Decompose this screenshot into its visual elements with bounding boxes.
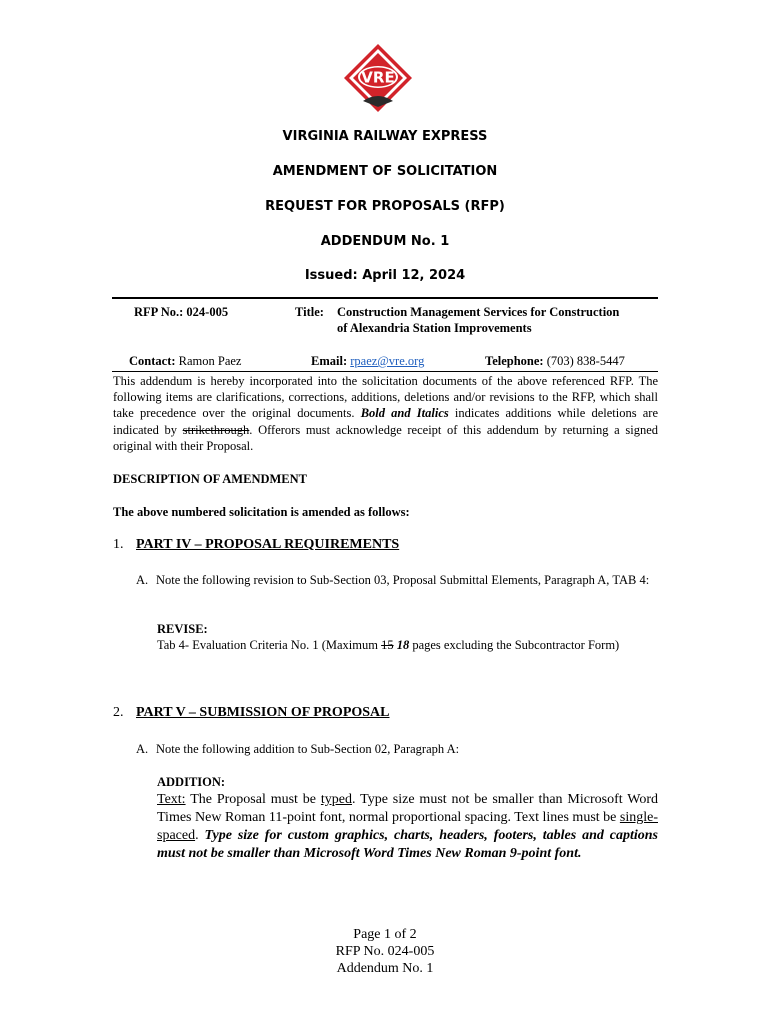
section-1-revision: REVISE: Tab 4- Evaluation Criteria No. 1 (Maximum 15 18 pages excluding the Subcontractor Form) <box>157 622 620 652</box>
rfp-heading: REQUEST FOR PROPOSALS (RFP) <box>265 199 505 214</box>
contact: Contact: Ramon Paez <box>129 354 242 368</box>
amended-heading: The above numbered solicitation is amended as follows: <box>113 505 410 519</box>
telephone: Telephone: (703) 838-5447 <box>485 354 625 368</box>
title-label: Title: <box>295 305 324 319</box>
section-2-item-a: A. Note the following addition to Sub-Section 02, Paragraph A: <box>136 742 460 756</box>
email-link[interactable]: rpaez@vre.org <box>350 354 425 368</box>
rfp-number: RFP No.: 024-005 <box>134 305 229 319</box>
email: Email: rpaez@vre.org <box>311 354 425 368</box>
doc-type: AMENDMENT OF SOLICITATION <box>272 164 498 179</box>
vre-logo <box>343 43 413 113</box>
addendum-heading: ADDENDUM No. 1 <box>320 234 450 249</box>
footer-rfp: RFP No. 024-005 <box>335 944 435 959</box>
description-heading: DESCRIPTION OF AMENDMENT <box>113 472 307 486</box>
section-2-heading: 2. PART V – SUBMISSION OF PROPOSAL <box>113 705 390 720</box>
section-2-action: ADDITION: <box>157 775 226 789</box>
divider-top <box>112 297 658 299</box>
issued-date: Issued: April 12, 2024 <box>304 268 466 283</box>
divider-mid <box>112 371 658 372</box>
intro-paragraph: This addendum is hereby incorporated into the solicitation documents of the above referenced RFP. The following items are clarifications, corrections, additions, deletions and/or revisions to the RFP, which shall take precedence over the original documents. Bold and Italics indicates additions while deletions are indicated by strikethrough. Offerors must acknowledge receipt of this addendum by returning a signed original with their Proposal. <box>113 374 658 453</box>
title-value: Construction Management Services for Construction of Alexandria Station Improvements <box>337 305 620 335</box>
section-1-item-a: A. Note the following revision to Sub-Section 03, Proposal Submittal Elements, Paragraph A, TAB 4: <box>136 573 650 587</box>
logo-text: VRE <box>361 68 395 87</box>
footer-addendum: Addendum No. 1 <box>336 961 434 976</box>
org-name: VIRGINIA RAILWAY EXPRESS <box>282 129 488 144</box>
section-1-heading: 1. PART IV – PROPOSAL REQUIREMENTS <box>113 537 400 552</box>
footer-page: Page 1 of 2 <box>353 927 417 942</box>
section-2-addition: Text: The Proposal must be typed. Type size must not be smaller than Microsoft Word Times New Roman 11-point font, normal proportional spacing. Text lines must be single-spaced. Type size for custom graphics, charts, headers, footers, tables and captions must not be smaller than Microsoft Word Times New Roman 9-point font. <box>157 792 658 861</box>
